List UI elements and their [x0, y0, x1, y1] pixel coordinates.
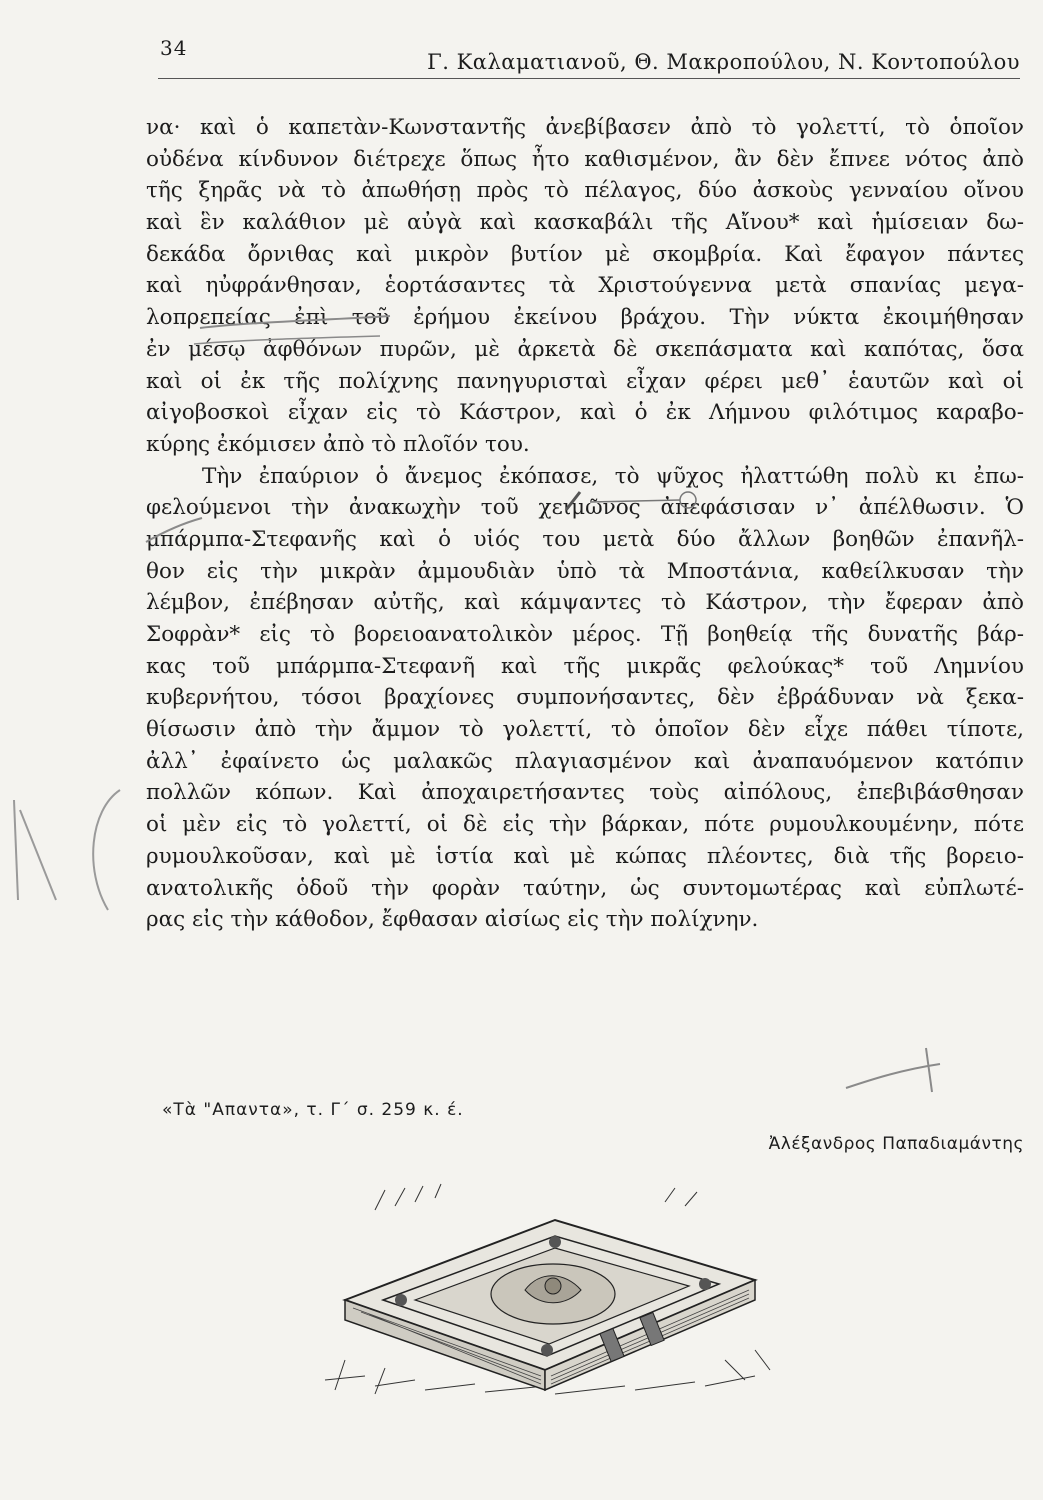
- running-head: Γ. Καλαματιανοῦ, Θ. Μακροπούλου, Ν. Κοντοπούλου: [427, 50, 1020, 74]
- text-line: τῆς ξηρᾶς νὰ τὸ ἀπωθήσῃ πρὸς τὸ πέλαγος, δύο ἀσκοὺς γενναίου οἴνου: [146, 178, 1024, 204]
- text-line: οὐδένα κίνδυνον διέτρεχε ὅπως ἦτο καθισμένον, ἂν δὲν ἔπνεε νότος ἀπὸ: [146, 146, 1024, 172]
- body-text: [146, 112, 1024, 936]
- page-number: 34: [160, 36, 188, 60]
- text-line: ἀλλ᾽ ἐφαίνετο ὡς μαλακῶς πλαγιασμένον καὶ ἀναπαυόμενον κατόπιν: [146, 748, 1024, 774]
- text-line: Σοφρὰν* εἰς τὸ βορειοανατολικὸν μέρος. Τῇ βοηθείᾳ τῆς δυνατῆς βάρ-: [146, 622, 1024, 647]
- text-line: κυβερνήτου, τόσοι βραχίονες συμπονήσαντες, δὲν ἐβράδυναν νὰ ξεκα-: [146, 685, 1024, 711]
- page-header: [160, 36, 1020, 76]
- pencil-stroke-mark: [140, 510, 210, 550]
- source-reference: «Τὰ "Απαντα», τ. Γ΄ σ. 259 κ. έ.: [162, 1100, 464, 1120]
- pencil-underline-mark: [190, 300, 450, 360]
- author-name: Ἀλέξανδρος Παπαδιαμάντης: [768, 1134, 1024, 1154]
- text-line: θον εἰς τὴν μικρὰν ἀμμουδιὰν ὑπὸ τὰ Μποστάνια, καθείλκυσαν τὴν: [146, 558, 1024, 584]
- text-line: λοπρεπείας ἐπὶ τοῦ ἐρήμου ἐκείνου βράχου. Τὴν νύκτα ἐκοιμήθησαν: [146, 305, 1024, 331]
- text-line: καὶ ηὐφράνθησαν, ἑορτάσαντες τὰ Χριστούγεννα μετὰ σπανίας μεγα-: [146, 273, 1024, 299]
- text-line: λέμβον, ἐπέβησαν αὐτῆς, καὶ κάμψαντες τὸ Κάστρον, τὴν ἔφεραν ἀπὸ: [146, 590, 1024, 616]
- text-line: κύρης ἐκόμισεν ἀπὸ τὸ πλοῖόν του.: [146, 431, 530, 457]
- text-line: οἱ μὲν εἰς τὸ γολεττί, οἱ δὲ εἰς τὴν βάρκαν, πότε ρυμουλκουμένην, πότε: [146, 812, 1024, 838]
- text-line: θίσωσιν ἀπὸ τὴν ἄμμον τὸ γολεττί, τὸ ὁποῖον δὲν εἶχε πάθει τίποτε,: [146, 717, 1024, 743]
- text-line: να· καὶ ὁ καπετὰν-Κωνσταντῆς ἀνεβίβασεν ἀπὸ τὸ γολεττί, τὸ ὁποῖον: [146, 115, 1024, 140]
- text-line: καὶ οἱ ἐκ τῆς πολίχνης πανηγυρισταὶ εἶχαν φέρει μεθ᾽ ἑαυτῶν καὶ οἱ: [146, 368, 1024, 394]
- text-line: αἰγοβοσκοὶ εἶχαν εἰς τὸ Κάστρον, καὶ ὁ ἐκ Λήμνου φιλότιμος καραβο-: [146, 400, 1024, 426]
- text-line: πολλῶν κόπων. Καὶ ἀποχαιρετήσαντες τοὺς αἰπόλους, ἐπεβιβάσθησαν: [146, 780, 1024, 806]
- text-line: φελούμενοι τὴν ἀνακωχὴν τοῦ χειμῶνος ἀπεφάσισαν ν᾽ ἀπέλθωσιν. Ὁ: [146, 495, 1024, 521]
- text-line: ἐν μέσῳ ἀφθόνων πυρῶν, μὲ ἀρκετὰ δὲ σκεπάσματα καὶ καπότας, ὅσα: [146, 336, 1024, 362]
- pencil-cross-mark: [840, 1040, 960, 1100]
- text-line: ανατολικῆς ὁδοῦ τὴν φορὰν ταύτην, ὡς συντομωτέρας καὶ εὐπλωτέ-: [146, 875, 1024, 901]
- text-line: ρας εἰς τὴν κάθοδον, ἔφθασαν αἰσίως εἰς τὴν πολίχνην.: [146, 907, 759, 933]
- pencil-check-mark: [560, 480, 700, 520]
- text-line: δεκάδα ὄρνιθας καὶ μικρὸν βυτίον μὲ σκομβρία. Καὶ ἔφαγον πάντες: [146, 241, 1024, 267]
- text-line: κας τοῦ μπάρμπα-Στεφανῆ καὶ τῆς μικρᾶς φελούκας* τοῦ Λημνίου: [146, 653, 1024, 679]
- margin-pencil-marks: [0, 780, 140, 920]
- text-line: καὶ ἓν καλάθιον μὲ αὐγὰ καὶ κασκαβάλι τῆς Αἴνου* καὶ ἡμίσειαν δω-: [146, 210, 1024, 236]
- text-line: ρυμουλκοῦσαν, καὶ μὲ ἱστία καὶ μὲ κώπας πλέοντες, διὰ τῆς βορειο-: [146, 843, 1024, 869]
- text-line: μπάρμπα-Στεφανῆς καὶ ὁ υἱός του μετὰ δύο ἄλλων βοηθῶν ἐπανῆλ-: [146, 526, 1024, 552]
- text-line: Τὴν ἐπαύριον ὁ ἄνεμος ἐκόπασε, τὸ ψῦχος ἠλαττώθη πολὺ κι ἐπω-: [202, 463, 1024, 489]
- header-rule: [158, 78, 1020, 79]
- ornate-book-icon: [305, 1180, 785, 1400]
